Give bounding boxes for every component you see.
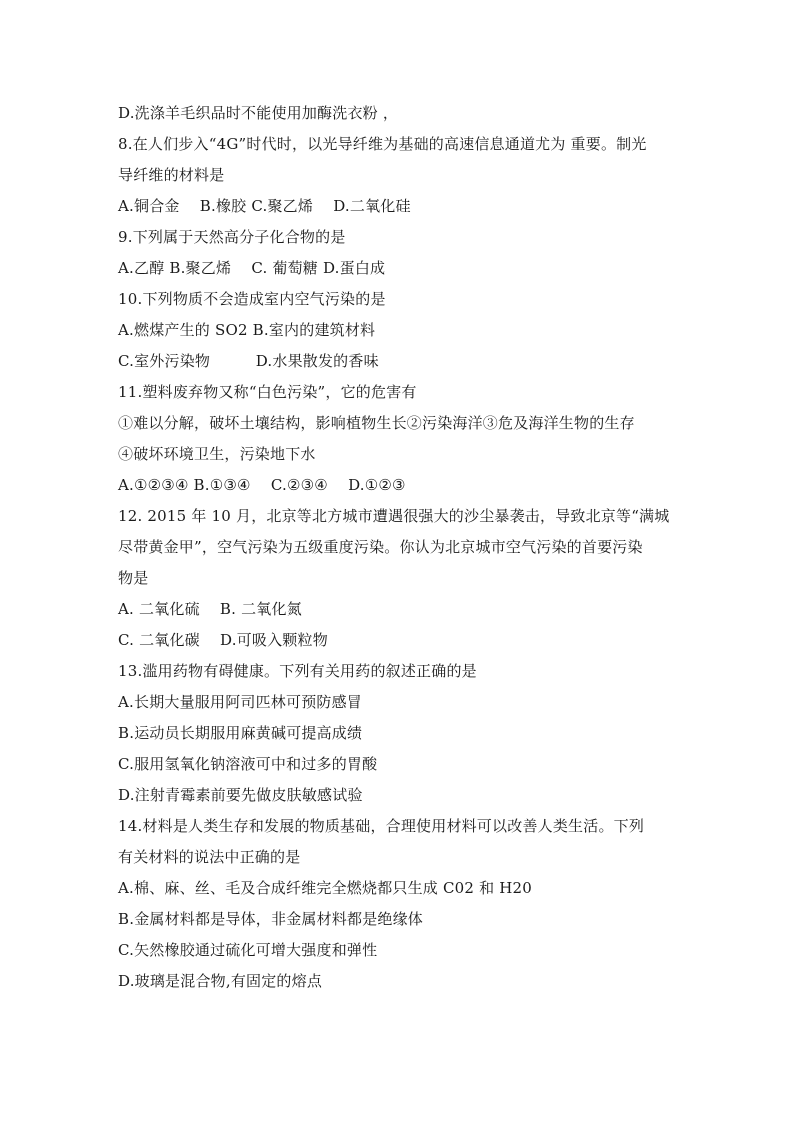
question-10-options-ab: A.燃煤产生的 SO2 B.室内的建筑材料: [118, 321, 376, 339]
question-9-options: A.乙醇 B.聚乙烯 C. 葡萄糖 D.蛋白成: [118, 259, 386, 277]
document-page: [118, 98, 678, 997]
question-12-stem: 12. 2015 年 10 月，北京等北方城市遭遇很强大的沙尘暴袭击，导致北京等“满城: [118, 507, 670, 525]
question-8-options: A.铜合金 B.橡胶 C.聚乙烯 D.二氧化硅: [118, 197, 411, 215]
question-13-option-a: A.长期大量服用阿司匹林可预防感冒: [118, 693, 363, 711]
question-12-options-ab: A. 二氧化硫 B. 二氧化氮: [118, 600, 302, 618]
question-12-options-cd: C. 二氧化碳 D.可吸入颗粒物: [118, 631, 328, 649]
question-13-option-b: B.运动员长期服用麻黄碱可提高成绩: [118, 724, 363, 742]
question-14-stem: 14.材料是人类生存和发展的物质基础，合理使用材料可以改善人类生活。下列: [118, 817, 645, 835]
text-line: D.洗涤羊毛织品时不能使用加酶洗衣粉 ，: [118, 104, 399, 122]
question-14-stem-cont: 有关材料的说法中正确的是: [118, 848, 301, 866]
question-12-stem-end: 物是: [118, 569, 149, 587]
question-8-stem-cont: 导纤维的材料是: [118, 166, 225, 184]
question-9-stem: 9.下列属于天然高分子化合物的是: [118, 228, 346, 246]
question-13-option-c: C.服用氢氧化钠溶液可中和过多的胃酸: [118, 755, 378, 773]
question-11-items-cont: ④破坏环境卫生，污染地下水: [118, 445, 316, 463]
question-12-stem-cont: 尽带黄金甲”，空气污染为五级重度污染。你认为北京城市空气污染的首要污染: [118, 538, 643, 556]
question-14-option-c: C.矢然橡胶通过硫化可增大强度和弹性: [118, 941, 378, 959]
question-10-options-cd: C.室外污染物 D.水果散发的香味: [118, 352, 379, 370]
question-14-option-a: A.棉、麻、丝、毛及合成纤维完全燃烧都只生成 C02 和 H20: [118, 879, 533, 897]
question-13-option-d: D.注射青霉素前要先做皮肤敏感试验: [118, 786, 363, 804]
question-14-option-d: D.玻璃是混合物,有固定的熔点: [118, 972, 323, 990]
question-14-option-b: B.金属材料都是导体，非金属材料都是绝缘体: [118, 910, 423, 928]
question-13-stem: 13.滥用药物有碍健康。下列有关用药的叙述正确的是: [118, 662, 477, 680]
question-10-stem: 10.下列物质不会造成室内空气污染的是: [118, 290, 386, 308]
question-11-stem: 11.塑料废弃物又称“白色污染”，它的危害有: [118, 383, 417, 401]
question-11-options: A.①②③④ B.①③④ C.②③④ D.①②③: [118, 476, 406, 494]
question-11-items: ①难以分解，破坏土壤结构，影响植物生长②污染海洋③危及海洋生物的生存: [118, 414, 635, 432]
question-8-stem: 8.在人们步入“4G”时代时，以光导纤维为基础的高速信息通道尤为 重要。制光: [118, 135, 647, 153]
